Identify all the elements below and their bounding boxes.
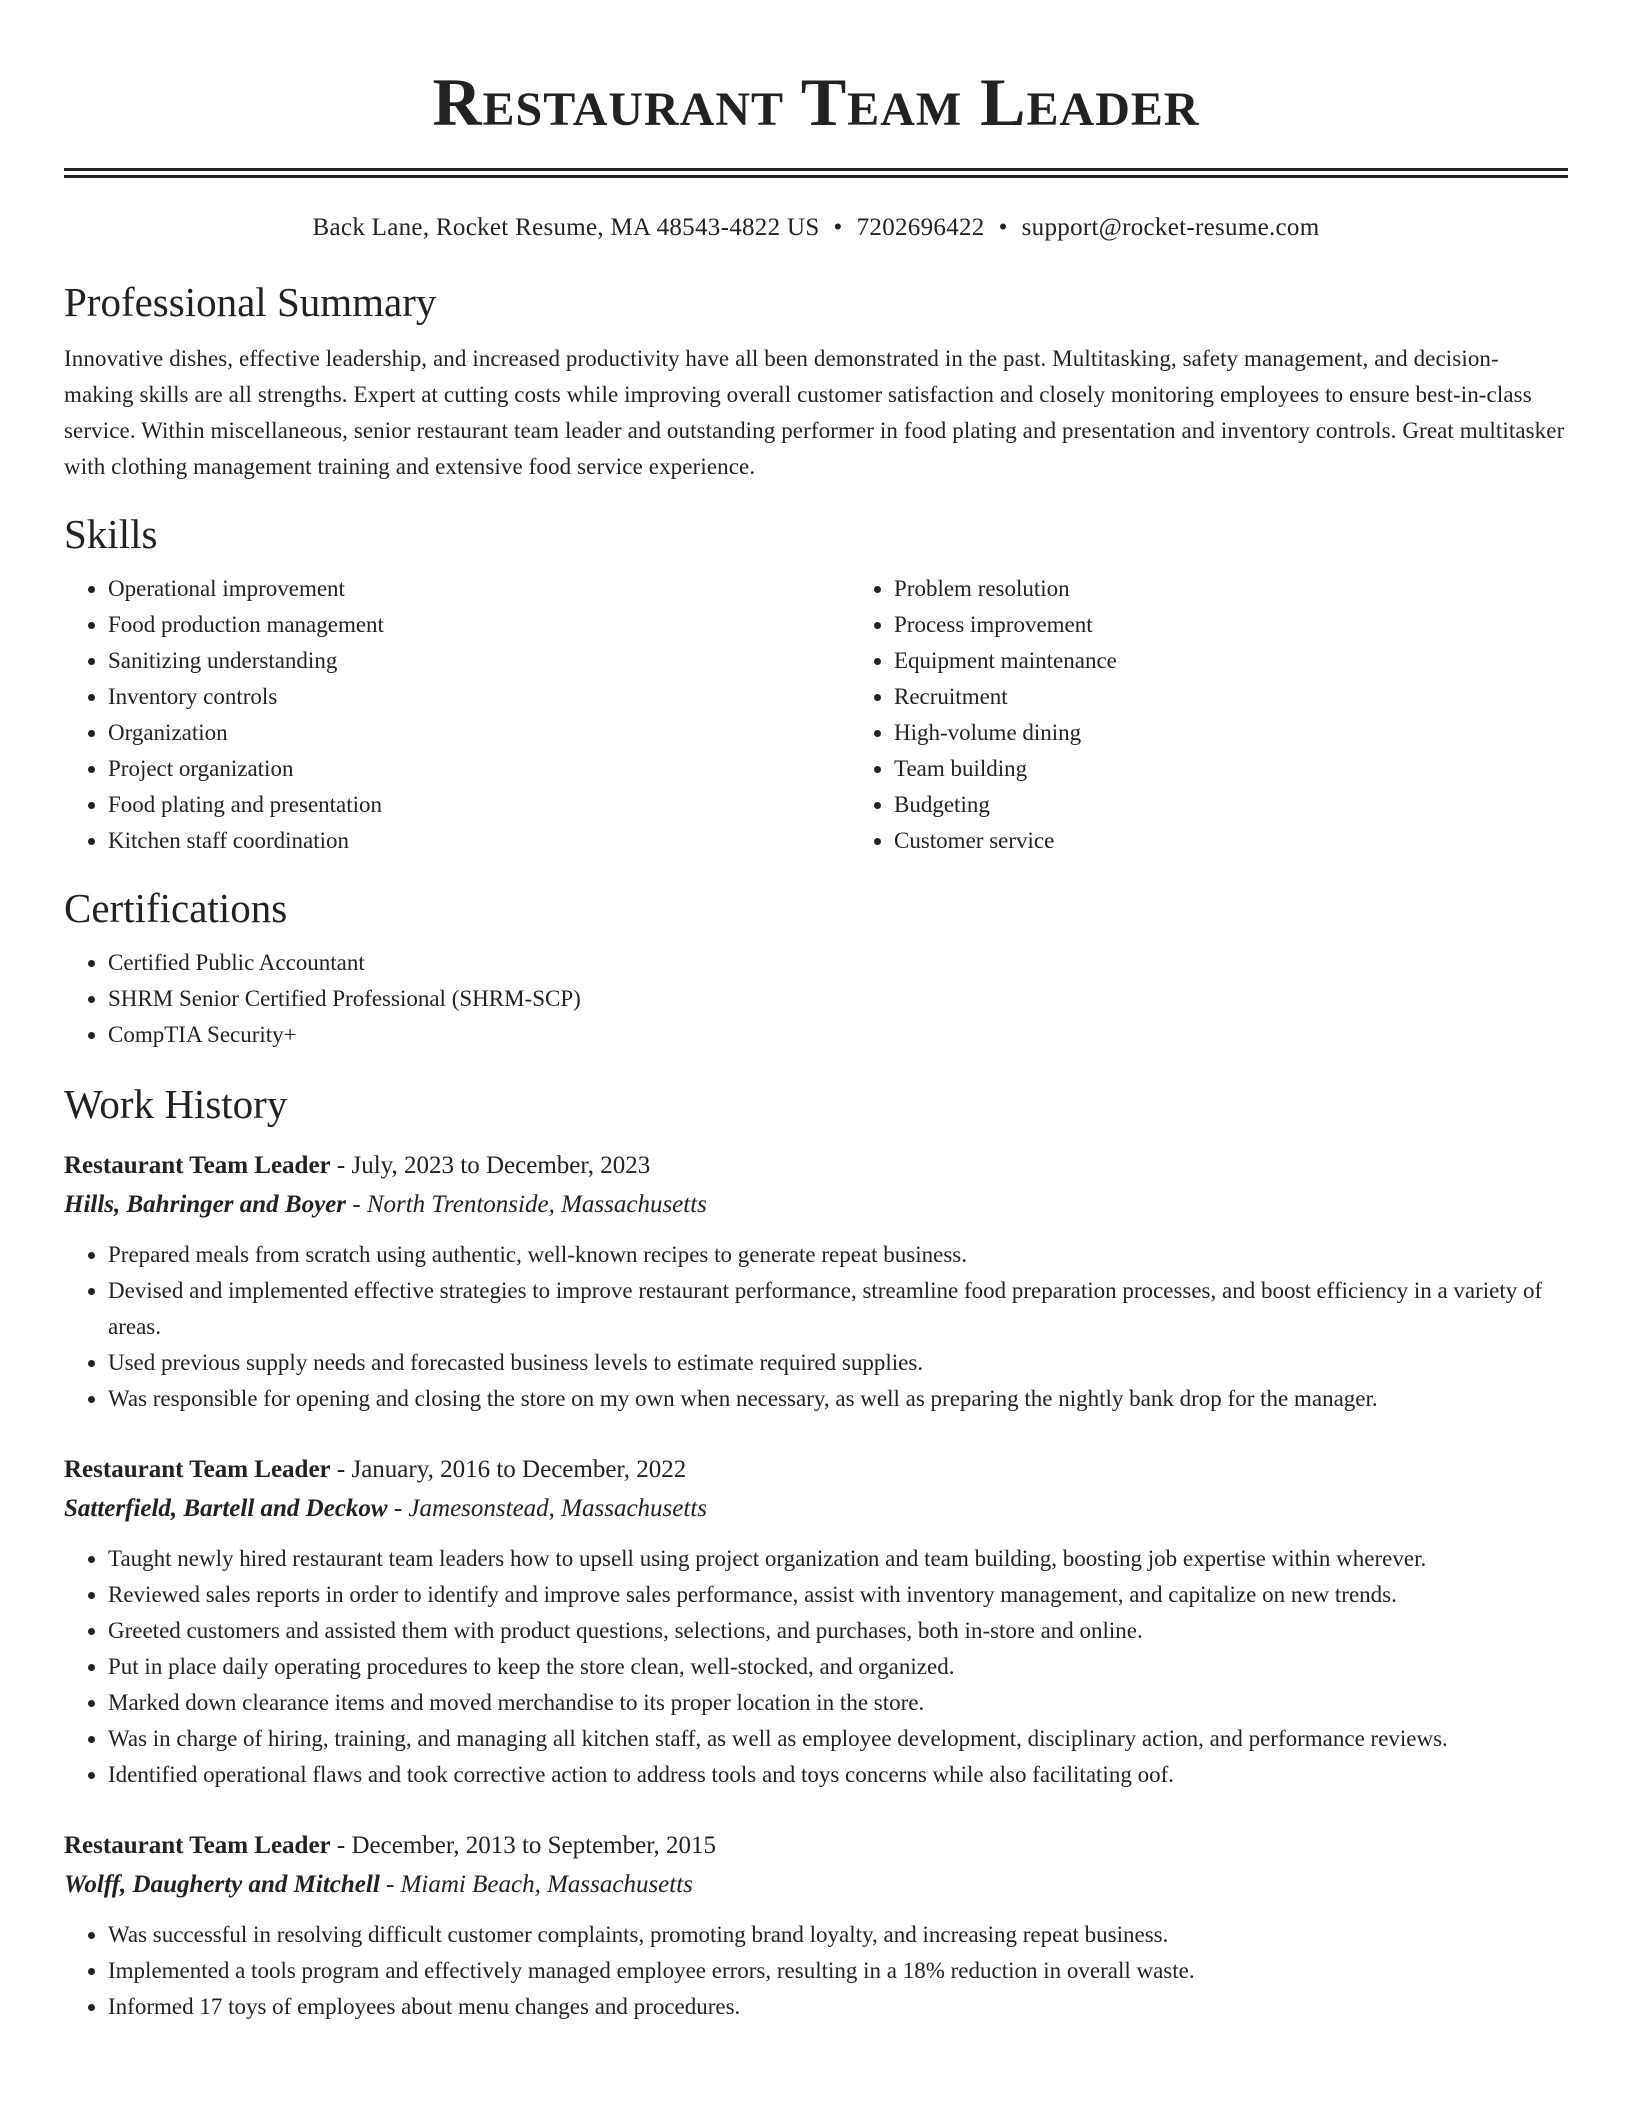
employer-line: [64, 1185, 1568, 1225]
job-bullet: • Used previous supply needs and forecasted business levels to estimate required supplies.: [108, 1345, 1568, 1381]
skill-item: • Process improvement: [894, 607, 1632, 643]
employer-name: Satterfield, Bartell and Deckow: [64, 1495, 388, 1522]
summary-section: [64, 277, 1568, 485]
skills-section: [64, 509, 1568, 859]
resume-title: Restaurant Team Leader: [432, 64, 1200, 140]
contact-address: Back Lane, Rocket Resume, MA 48543-4822 US: [312, 214, 820, 241]
job-entry: [64, 1147, 1568, 1417]
job-bullets: [64, 1237, 1568, 1417]
job-bullet: • Taught newly hired restaurant team leaders how to upsell using project organization and team building, boosting job expertise within wherever.: [108, 1541, 1568, 1577]
contact-separator: •: [833, 214, 843, 241]
work-history-section: [64, 1079, 1568, 2025]
certifications-section: [64, 883, 1568, 1053]
skill-item: • Food production management: [108, 607, 850, 643]
certifications-heading: Certifications: [64, 885, 288, 931]
certification-item: • Certified Public Accountant: [108, 945, 1568, 981]
skill-item: • High-volume dining: [894, 715, 1632, 751]
skill-item: • Food plating and presentation: [108, 787, 850, 823]
skill-item: • Recruitment: [894, 679, 1632, 715]
job-bullet: • Prepared meals from scratch using authentic, well-known recipes to generate repeat business.: [108, 1237, 1568, 1273]
job-entry: [64, 1827, 1568, 2025]
certification-item: • CompTIA Security+: [108, 1017, 1568, 1053]
job-entry: [64, 1451, 1568, 1793]
summary-text: Innovative dishes, effective leadership, and increased productivity have all been demonstrated in the past. Multitasking, safety management, and decision-making skills are all strengths. Expert at cutting costs while improving overall customer satisfaction and closely monitoring employees to ensure best-in-class service. Within miscellaneous, senior restaurant team leader and outstanding performer in food plating and presentation and inventory controls. Great multitasker with clothing management training and extensive food service experience.: [64, 346, 1565, 479]
contact-separator: •: [998, 214, 1008, 241]
job-bullet: • Devised and implemented effective strategies to improve restaurant performance, streamline food preparation processes, and boost efficiency in a variety of areas.: [108, 1273, 1568, 1345]
skills-grid: [64, 571, 1568, 859]
summary-heading: Professional Summary: [64, 279, 437, 325]
job-dates: - July, 2023 to December, 2023: [330, 1152, 651, 1179]
contact-email: support@rocket-resume.com: [1021, 214, 1320, 241]
job-bullet: • Was responsible for opening and closing the store on my own when necessary, as well as preparing the nightly bank drop for the manager.: [108, 1381, 1568, 1417]
job-title-line: [64, 1147, 1568, 1185]
skills-list-left: [64, 571, 850, 859]
employer-name: Hills, Bahringer and Boyer: [64, 1191, 346, 1218]
job-bullets: [64, 1917, 1568, 2025]
job-title: Restaurant Team Leader: [64, 1152, 331, 1179]
job-bullet: • Reviewed sales reports in order to identify and improve sales performance, assist with inventory management, and capitalize on new trends.: [108, 1577, 1568, 1613]
employer-name: Wolff, Daugherty and Mitchell: [64, 1871, 380, 1898]
job-dates: - January, 2016 to December, 2022: [330, 1456, 687, 1483]
skill-item: • Budgeting: [894, 787, 1632, 823]
skill-item: • Customer service: [894, 823, 1632, 859]
skill-item: • Team building: [894, 751, 1632, 787]
skill-item: • Operational improvement: [108, 571, 850, 607]
employer-line: [64, 1865, 1568, 1905]
certifications-list: [64, 945, 1568, 1053]
job-bullet: • Marked down clearance items and moved merchandise to its proper location in the store.: [108, 1685, 1568, 1721]
skills-heading: Skills: [64, 511, 158, 557]
job-bullet: • Informed 17 toys of employees about menu changes and procedures.: [108, 1989, 1568, 2025]
title-divider: [64, 168, 1568, 178]
skill-item: • Sanitizing understanding: [108, 643, 850, 679]
job-title-line: [64, 1451, 1568, 1489]
job-bullets: [64, 1541, 1568, 1793]
employer-location: - North Trentonside, Massachusetts: [346, 1191, 707, 1218]
job-bullet: • Implemented a tools program and effectively managed employee errors, resulting in a 18% reduction in overall waste.: [108, 1953, 1568, 1989]
job-dates: - December, 2013 to September, 2015: [330, 1832, 717, 1859]
skill-item: • Kitchen staff coordination: [108, 823, 850, 859]
skill-item: • Inventory controls: [108, 679, 850, 715]
skills-list-right: [850, 571, 1632, 859]
work-history-heading: Work History: [64, 1081, 288, 1127]
job-bullet: • Greeted customers and assisted them with product questions, selections, and purchases, both in-store and online.: [108, 1613, 1568, 1649]
job-title: Restaurant Team Leader: [64, 1456, 331, 1483]
job-bullet: • Was in charge of hiring, training, and managing all kitchen staff, as well as employee development, disciplinary action, and performance reviews.: [108, 1721, 1568, 1757]
skill-item: • Project organization: [108, 751, 850, 787]
employer-location: - Jamesonstead, Massachusetts: [387, 1495, 708, 1522]
job-bullet: • Identified operational flaws and took corrective action to address tools and toys concerns while also facilitating oof.: [108, 1757, 1568, 1793]
job-title: Restaurant Team Leader: [64, 1832, 331, 1859]
skill-item: • Equipment maintenance: [894, 643, 1632, 679]
contact-phone: 7202696422: [856, 214, 985, 241]
employer-location: - Miami Beach, Massachusetts: [379, 1871, 693, 1898]
employer-line: [64, 1489, 1568, 1529]
certification-item: • SHRM Senior Certified Professional (SHRM-SCP): [108, 981, 1568, 1017]
skill-item: • Problem resolution: [894, 571, 1632, 607]
job-bullet: • Was successful in resolving difficult customer complaints, promoting brand loyalty, and increasing repeat business.: [108, 1917, 1568, 1953]
job-bullet: • Put in place daily operating procedures to keep the store clean, well-stocked, and organized.: [108, 1649, 1568, 1685]
skill-item: • Organization: [108, 715, 850, 751]
contact-line: [64, 211, 1568, 245]
job-title-line: [64, 1827, 1568, 1865]
